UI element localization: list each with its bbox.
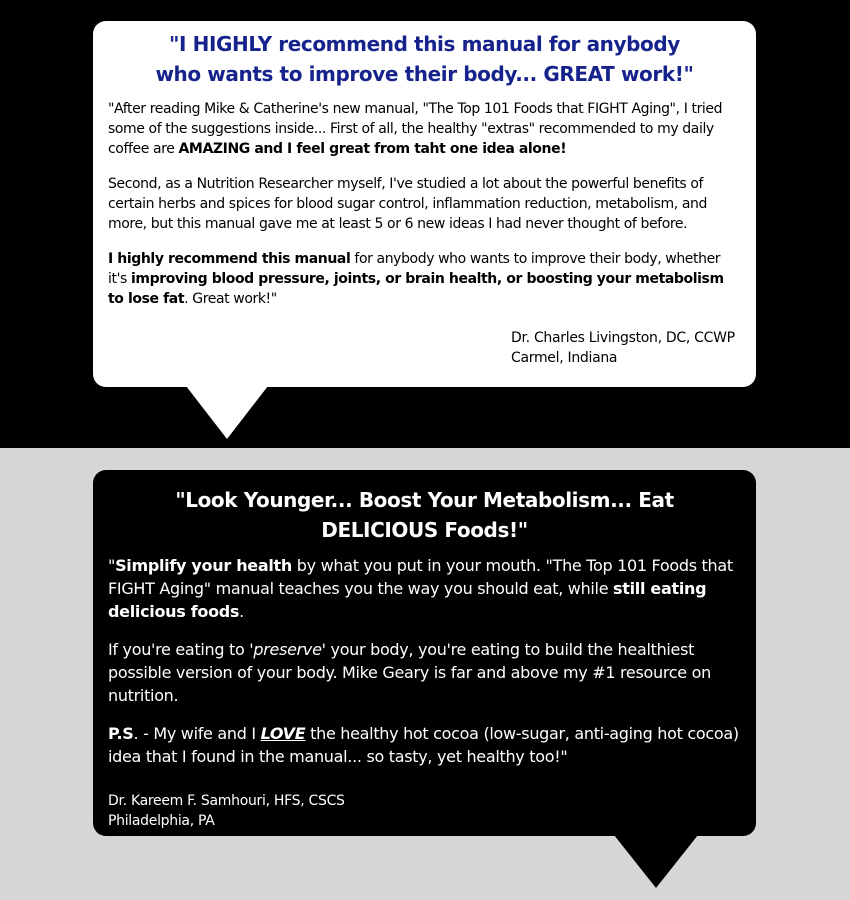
paragraph-italic-text: preserve <box>253 640 322 659</box>
paragraph-bold-text: Simplify your health <box>115 556 292 575</box>
testimonial-headline <box>108 485 741 545</box>
testimonial-bubble-charles <box>93 21 756 387</box>
testimonial-signature <box>108 791 345 831</box>
speech-bubble-tail <box>186 386 268 439</box>
paragraph-text: for anybody who wants to improve their body, whether it's <box>108 251 721 287</box>
paragraph-text: ' your body, you're eating to build the healthiest possible version of your body. Mike Geary is far and above my #1 resource on nutrition. <box>108 640 711 705</box>
testimonial-headline <box>108 29 741 89</box>
paragraph-text: the healthy hot cocoa (low-sugar, anti-aging hot cocoa) idea that I found in the manual... so tasty, yet healthy too!" <box>108 724 739 766</box>
testimonial-paragraph-1 <box>108 99 741 159</box>
headline-line-2: who wants to improve their body... GREAT work!" <box>155 62 694 86</box>
author-name: Dr. Charles Livingston, DC, CCWP <box>511 330 735 346</box>
paragraph-bold-text: P.S <box>108 724 134 743</box>
testimonial-paragraph-2 <box>108 638 741 707</box>
paragraph-text: . - My wife and I <box>133 724 261 743</box>
testimonial-bubble-kareem <box>93 470 756 836</box>
paragraph-bold-text: still eating delicious foods <box>108 579 707 621</box>
headline-line-2: DELICIOUS Foods!" <box>321 518 528 542</box>
speech-bubble-tail <box>614 835 698 888</box>
testimonial-paragraph-2: Second, as a Nutrition Researcher myself, I've studied a lot about the powerful benefits of certain herbs and spices for blood sugar control, inflammation reduction, metabolism, and more, but this manual gave me at least 5 or 6 new ideas I had never thought of before. <box>108 176 707 232</box>
paragraph-bold-text: improving blood pressure, joints, or brain health, or boosting your metabolism to lose fat <box>108 271 724 307</box>
paragraph-text: . Great work!" <box>184 291 277 307</box>
headline-line-1: "Look Younger... Boost Your Metabolism... Eat <box>175 488 674 512</box>
author-location: Carmel, Indiana <box>511 350 618 366</box>
paragraph-text: "After reading Mike & Catherine's new manual, "The Top 101 Foods that FIGHT Aging", I tried some of the suggestions inside... First of all, the healthy "extras" recommended to my daily coffee are <box>108 101 723 157</box>
testimonial-signature <box>511 328 735 368</box>
author-location: Philadelphia, PA <box>108 813 215 829</box>
author-name: Dr. Kareem F. Samhouri, HFS, CSCS <box>108 793 345 809</box>
paragraph-emphasis-text: LOVE <box>260 724 306 743</box>
testimonial-paragraph-3 <box>108 249 741 309</box>
paragraph-text: by what you put in your mouth. "The Top 101 Foods that FIGHT Aging" manual teaches you the way you should eat, while <box>108 556 733 598</box>
paragraph-text: If you're eating to ' <box>108 640 254 659</box>
headline-line-1: "I HIGHLY recommend this manual for anybody <box>169 32 680 56</box>
paragraph-bold-text: AMAZING and I feel great from taht one idea alone! <box>178 141 567 157</box>
paragraph-bold-text: I highly recommend this manual <box>108 251 351 267</box>
testimonial-paragraph-3 <box>108 722 741 768</box>
paragraph-text: . <box>239 602 244 621</box>
testimonial-paragraph-1 <box>108 554 741 623</box>
paragraph-text: " <box>108 556 116 575</box>
